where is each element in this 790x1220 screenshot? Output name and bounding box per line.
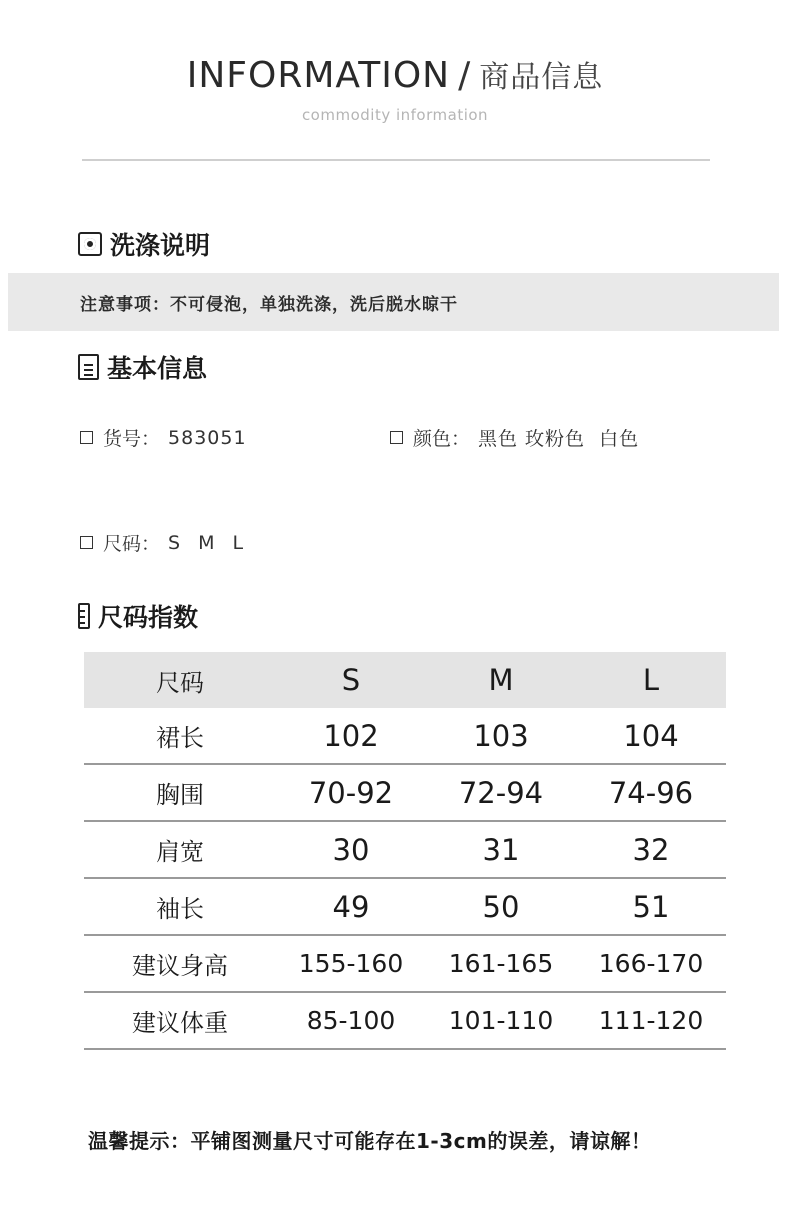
table-row [84, 879, 726, 936]
basic-info-section-title [78, 349, 207, 385]
header-cell: L [642, 663, 660, 697]
table-cell: 104 [623, 718, 679, 753]
item-number-label: 货号： [103, 428, 161, 450]
table-cell: 161-165 [448, 949, 554, 978]
table-cell: 70-92 [308, 775, 394, 810]
checkbox-icon [80, 536, 93, 549]
title-english: INFORMATION [186, 55, 451, 96]
header-cell: S [341, 663, 361, 697]
info-item-color [390, 424, 639, 451]
color-label: 颜色： [413, 428, 471, 450]
header-cell: 尺码 [156, 668, 204, 697]
table-row [84, 765, 726, 822]
header-divider [82, 159, 710, 161]
washing-machine-icon [78, 232, 102, 256]
checkbox-icon [80, 431, 93, 444]
size-chart-title-text: 尺码指数 [98, 603, 199, 632]
row-label: 胸围 [156, 781, 204, 809]
header-title-row [0, 52, 790, 96]
size-table [84, 652, 726, 1050]
page-header [0, 52, 790, 124]
basic-info-title-text: 基本信息 [107, 354, 208, 383]
item-number-value: 583051 [168, 426, 247, 449]
color-value: 黑色 玫粉色 白色 [478, 428, 640, 450]
table-cell: 166-170 [598, 949, 704, 978]
table-cell: 72-94 [458, 775, 544, 810]
table-cell: 74-96 [608, 775, 694, 810]
table-row [84, 708, 726, 765]
table-cell: 155-160 [298, 949, 404, 978]
table-cell: 50 [482, 889, 520, 924]
table-row [84, 822, 726, 879]
table-cell: 32 [632, 832, 670, 867]
footer-note: 温馨提示：平铺图测量尺寸可能存在1-3cm的误差，请谅解！ [88, 1129, 652, 1153]
row-label: 肩宽 [156, 838, 204, 866]
table-cell: 111-120 [598, 1006, 704, 1035]
table-cell: 101-110 [448, 1006, 554, 1035]
table-cell: 103 [473, 718, 529, 753]
table-cell: 51 [632, 889, 670, 924]
document-icon [78, 354, 99, 380]
table-row [84, 936, 726, 993]
info-item-size [80, 529, 249, 556]
row-label: 建议身高 [132, 952, 228, 980]
size-table-header [84, 652, 726, 708]
washing-notice-bar [8, 273, 779, 331]
header-cell: M [488, 663, 514, 697]
table-cell: 31 [482, 832, 520, 867]
header-subtitle: commodity information [301, 106, 489, 124]
table-cell: 102 [323, 718, 379, 753]
title-separator: / [458, 55, 472, 96]
table-cell: 30 [332, 832, 370, 867]
checkbox-icon [390, 431, 403, 444]
washing-title-text: 洗涤说明 [110, 231, 211, 260]
size-label: 尺码： [103, 533, 161, 555]
table-cell: 49 [332, 889, 370, 924]
title-chinese: 商品信息 [479, 60, 604, 95]
row-label: 建议体重 [132, 1009, 228, 1037]
size-value: S M L [168, 531, 250, 554]
info-item-number [80, 424, 247, 451]
size-chart-section-title [78, 598, 198, 634]
row-label: 袖长 [156, 895, 204, 923]
washing-section-title [78, 226, 210, 262]
ruler-icon [78, 603, 90, 629]
table-row [84, 993, 726, 1050]
row-label: 裙长 [156, 724, 204, 752]
table-cell: 85-100 [306, 1006, 396, 1035]
washing-notice-text: 注意事项：不可侵泡，单独洗涤，洗后脱水晾干 [80, 294, 458, 315]
